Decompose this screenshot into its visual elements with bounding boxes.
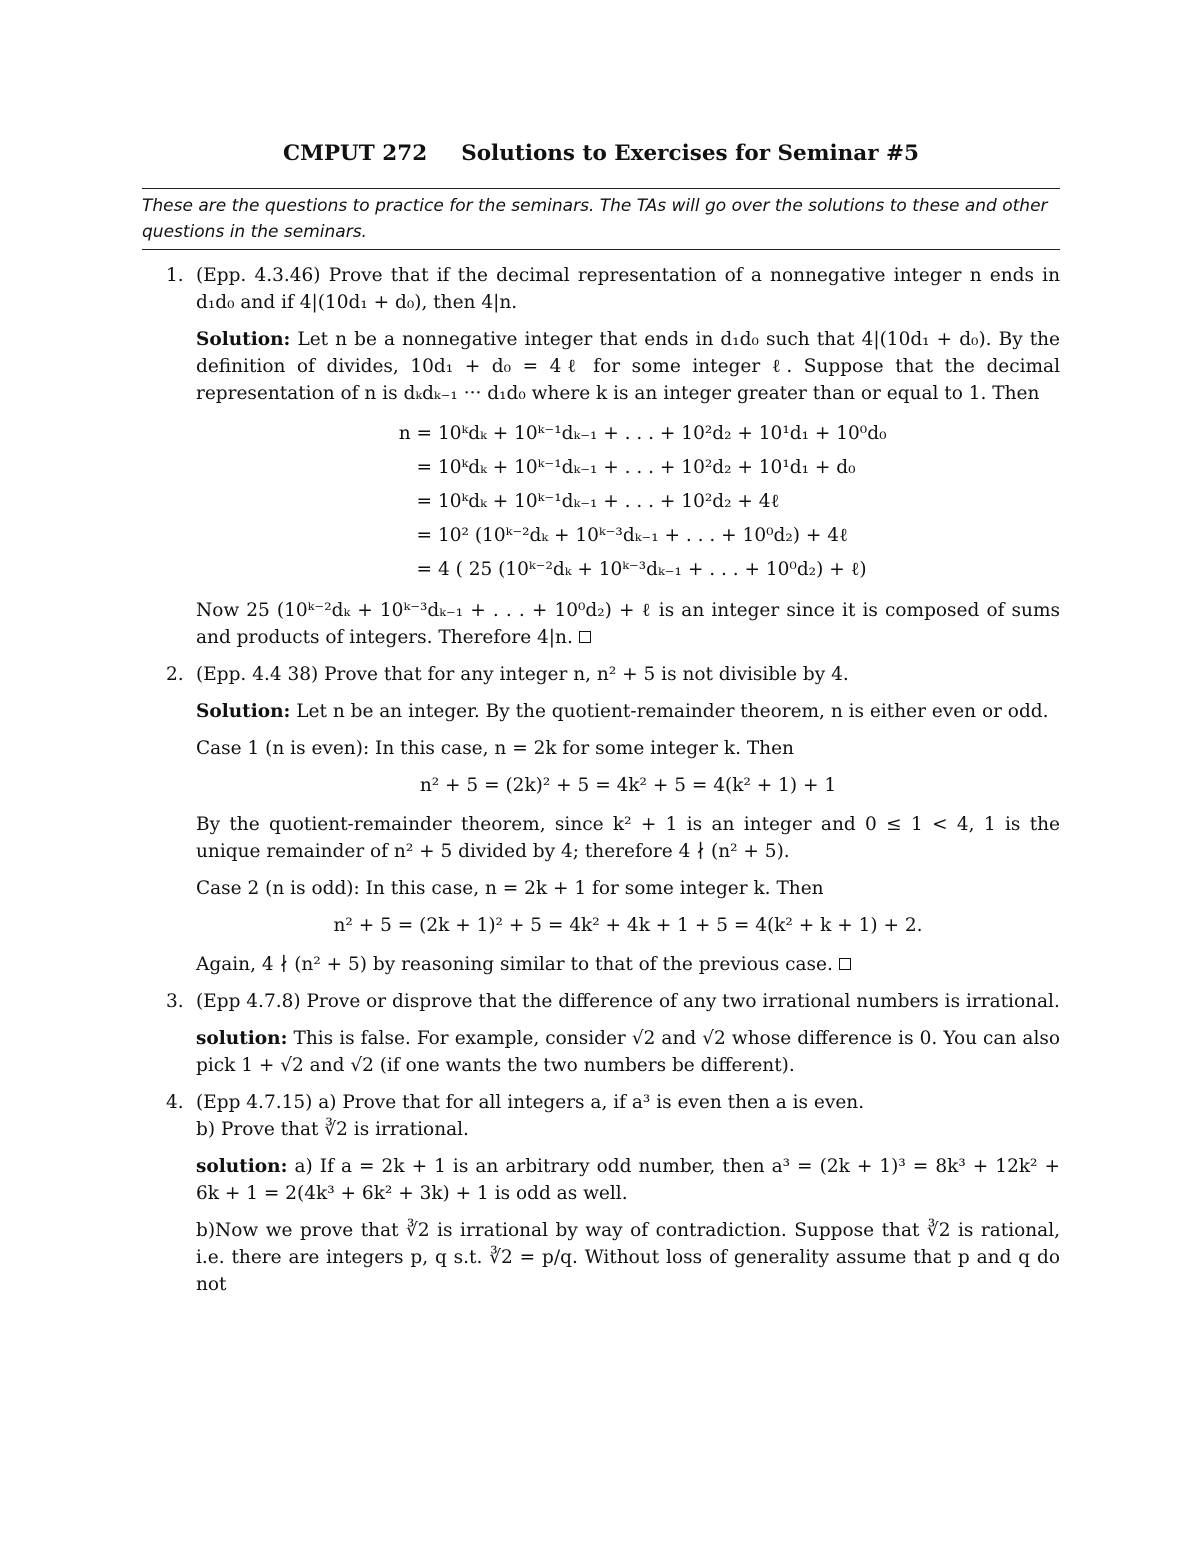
document-subject: Solutions to Exercises for Seminar #5 [461,141,919,166]
qed-square-icon [839,958,851,970]
derivation-line: = 4 ( 25 (10ᵏ⁻²dₖ + 10ᵏ⁻³dₖ₋₁ + . . . + 10⁰d₂) + ℓ) [416,559,867,580]
case-2-text: Again, 4 ∤ (n² + 5) by reasoning similar to that of the previous case. [196,954,833,975]
derivation-line: n = 10ᵏdₖ + 10ᵏ⁻¹dₖ₋₁ + . . . + 10²d₂ + 10¹d₁ + 10⁰d₀ [398,423,887,444]
problem-number: 3. [166,991,184,1012]
document-title [142,138,1060,170]
solution-paragraph [196,698,1060,725]
problem-statement-a: (Epp 4.7.15) a) Prove that for all integers a, if a³ is even then a is even. [196,1092,865,1113]
derivation-line: = 10ᵏdₖ + 10ᵏ⁻¹dₖ₋₁ + . . . + 10²d₂ + 10¹d₁ + d₀ [416,457,856,478]
solution-paragraph [196,1025,1060,1079]
case-1-equation: n² + 5 = (2k)² + 5 = 4k² + 5 = 4(k² + 1) + 1 [419,775,837,796]
case-2-paragraph [196,951,1060,978]
problem-3 [142,988,1060,1079]
solution-label: Solution: [196,329,291,350]
case-1-text: By the quotient-remainder theorem, since k² + 1 is an integer and 0 ≤ 1 < 4, 1 is the unique remainder of n² + 5 divided by 4; therefore 4 ∤ (n² + 5). [196,814,1060,862]
problem-number: 1. [166,265,184,286]
conclusion-paragraph [196,597,1060,651]
case-1-intro: Case 1 (n is even): In this case, n = 2k for some integer k. Then [196,738,794,759]
derivation-line: = 10ᵏdₖ + 10ᵏ⁻¹dₖ₋₁ + . . . + 10²d₂ + 4ℓ [416,491,780,512]
qed-square-icon [579,631,591,643]
conclusion-text: Now 25 (10ᵏ⁻²dₖ + 10ᵏ⁻³dₖ₋₁ + . . . + 10⁰d₂) + ℓ is an integer since it is composed of sums and products of integers. Therefore 4|n. [196,600,1060,648]
problem-statement: (Epp. 4.3.46) Prove that if the decimal representation of a nonnegative integer n ends in d₁d₀ and if 4|(10d₁ + d₀), then 4|n. [196,265,1060,313]
derivation-line: = 10² (10ᵏ⁻²dₖ + 10ᵏ⁻³dₖ₋₁ + . . . + 10⁰d₂) + 4ℓ [416,525,848,546]
problem-number: 4. [166,1092,184,1113]
solution-paragraph [196,1153,1060,1207]
solution-text: This is false. For example, consider √2 and √2 whose difference is 0. You can also pick 1 + √2 and √2 (if one wants the two numbers be different). [196,1028,1060,1076]
derivation [196,417,1060,587]
problem-statement: (Epp 4.7.8) Prove or disprove that the difference of any two irrational numbers is irrational. [196,991,1060,1012]
problem-number: 2. [166,664,184,685]
case-2-equation: n² + 5 = (2k + 1)² + 5 = 4k² + 4k + 1 + 5 = 4(k² + k + 1) + 2. [333,915,923,936]
solution-text-a: a) If a = 2k + 1 is an arbitrary odd number, then a³ = (2k + 1)³ = 8k³ + 12k² + 6k + 1 = 2(4k³ + 6k² + 3k) + 1 is odd as well. [196,1156,1061,1204]
intro-note: These are the questions to practice for the seminars. The TAs will go over the solutions to these and other questions in the seminars. [142,188,1060,250]
solution-label: solution: [196,1028,288,1049]
document-page [142,138,1060,1308]
solution-text: Let n be an integer. By the quotient-remainder theorem, n is either even or odd. [296,701,1049,722]
solution-text-b: b)Now we prove that ∛2 is irrational by way of contradiction. Suppose that ∛2 is rational, i.e. there are integers p, q s.t. ∛2 = p/q. Without loss of generality assume that p and q do not [196,1220,1060,1295]
solution-paragraph [196,326,1060,407]
solution-label: solution: [196,1156,288,1177]
course-code: CMPUT 272 [282,141,428,166]
problem-statement-b: b) Prove that ∛2 is irrational. [196,1119,469,1140]
problem-statement: (Epp. 4.4 38) Prove that for any integer n, n² + 5 is not divisible by 4. [196,664,849,685]
solution-text: Let n be a nonnegative integer that ends in d₁d₀ such that 4|(10d₁ + d₀). By the definition of divides, 10d₁ + d₀ = 4ℓ for some integer ℓ. Suppose that the decimal representation of n is dₖdₖ₋₁ ··· d₁d₀ where k is an integer greater than or equal to 1. Then [196,329,1060,404]
case-2-intro: Case 2 (n is odd): In this case, n = 2k + 1 for some integer k. Then [196,878,824,899]
solution-label: Solution: [196,701,291,722]
problem-1 [142,262,1060,651]
problem-4 [142,1089,1060,1298]
problem-2 [142,661,1060,978]
